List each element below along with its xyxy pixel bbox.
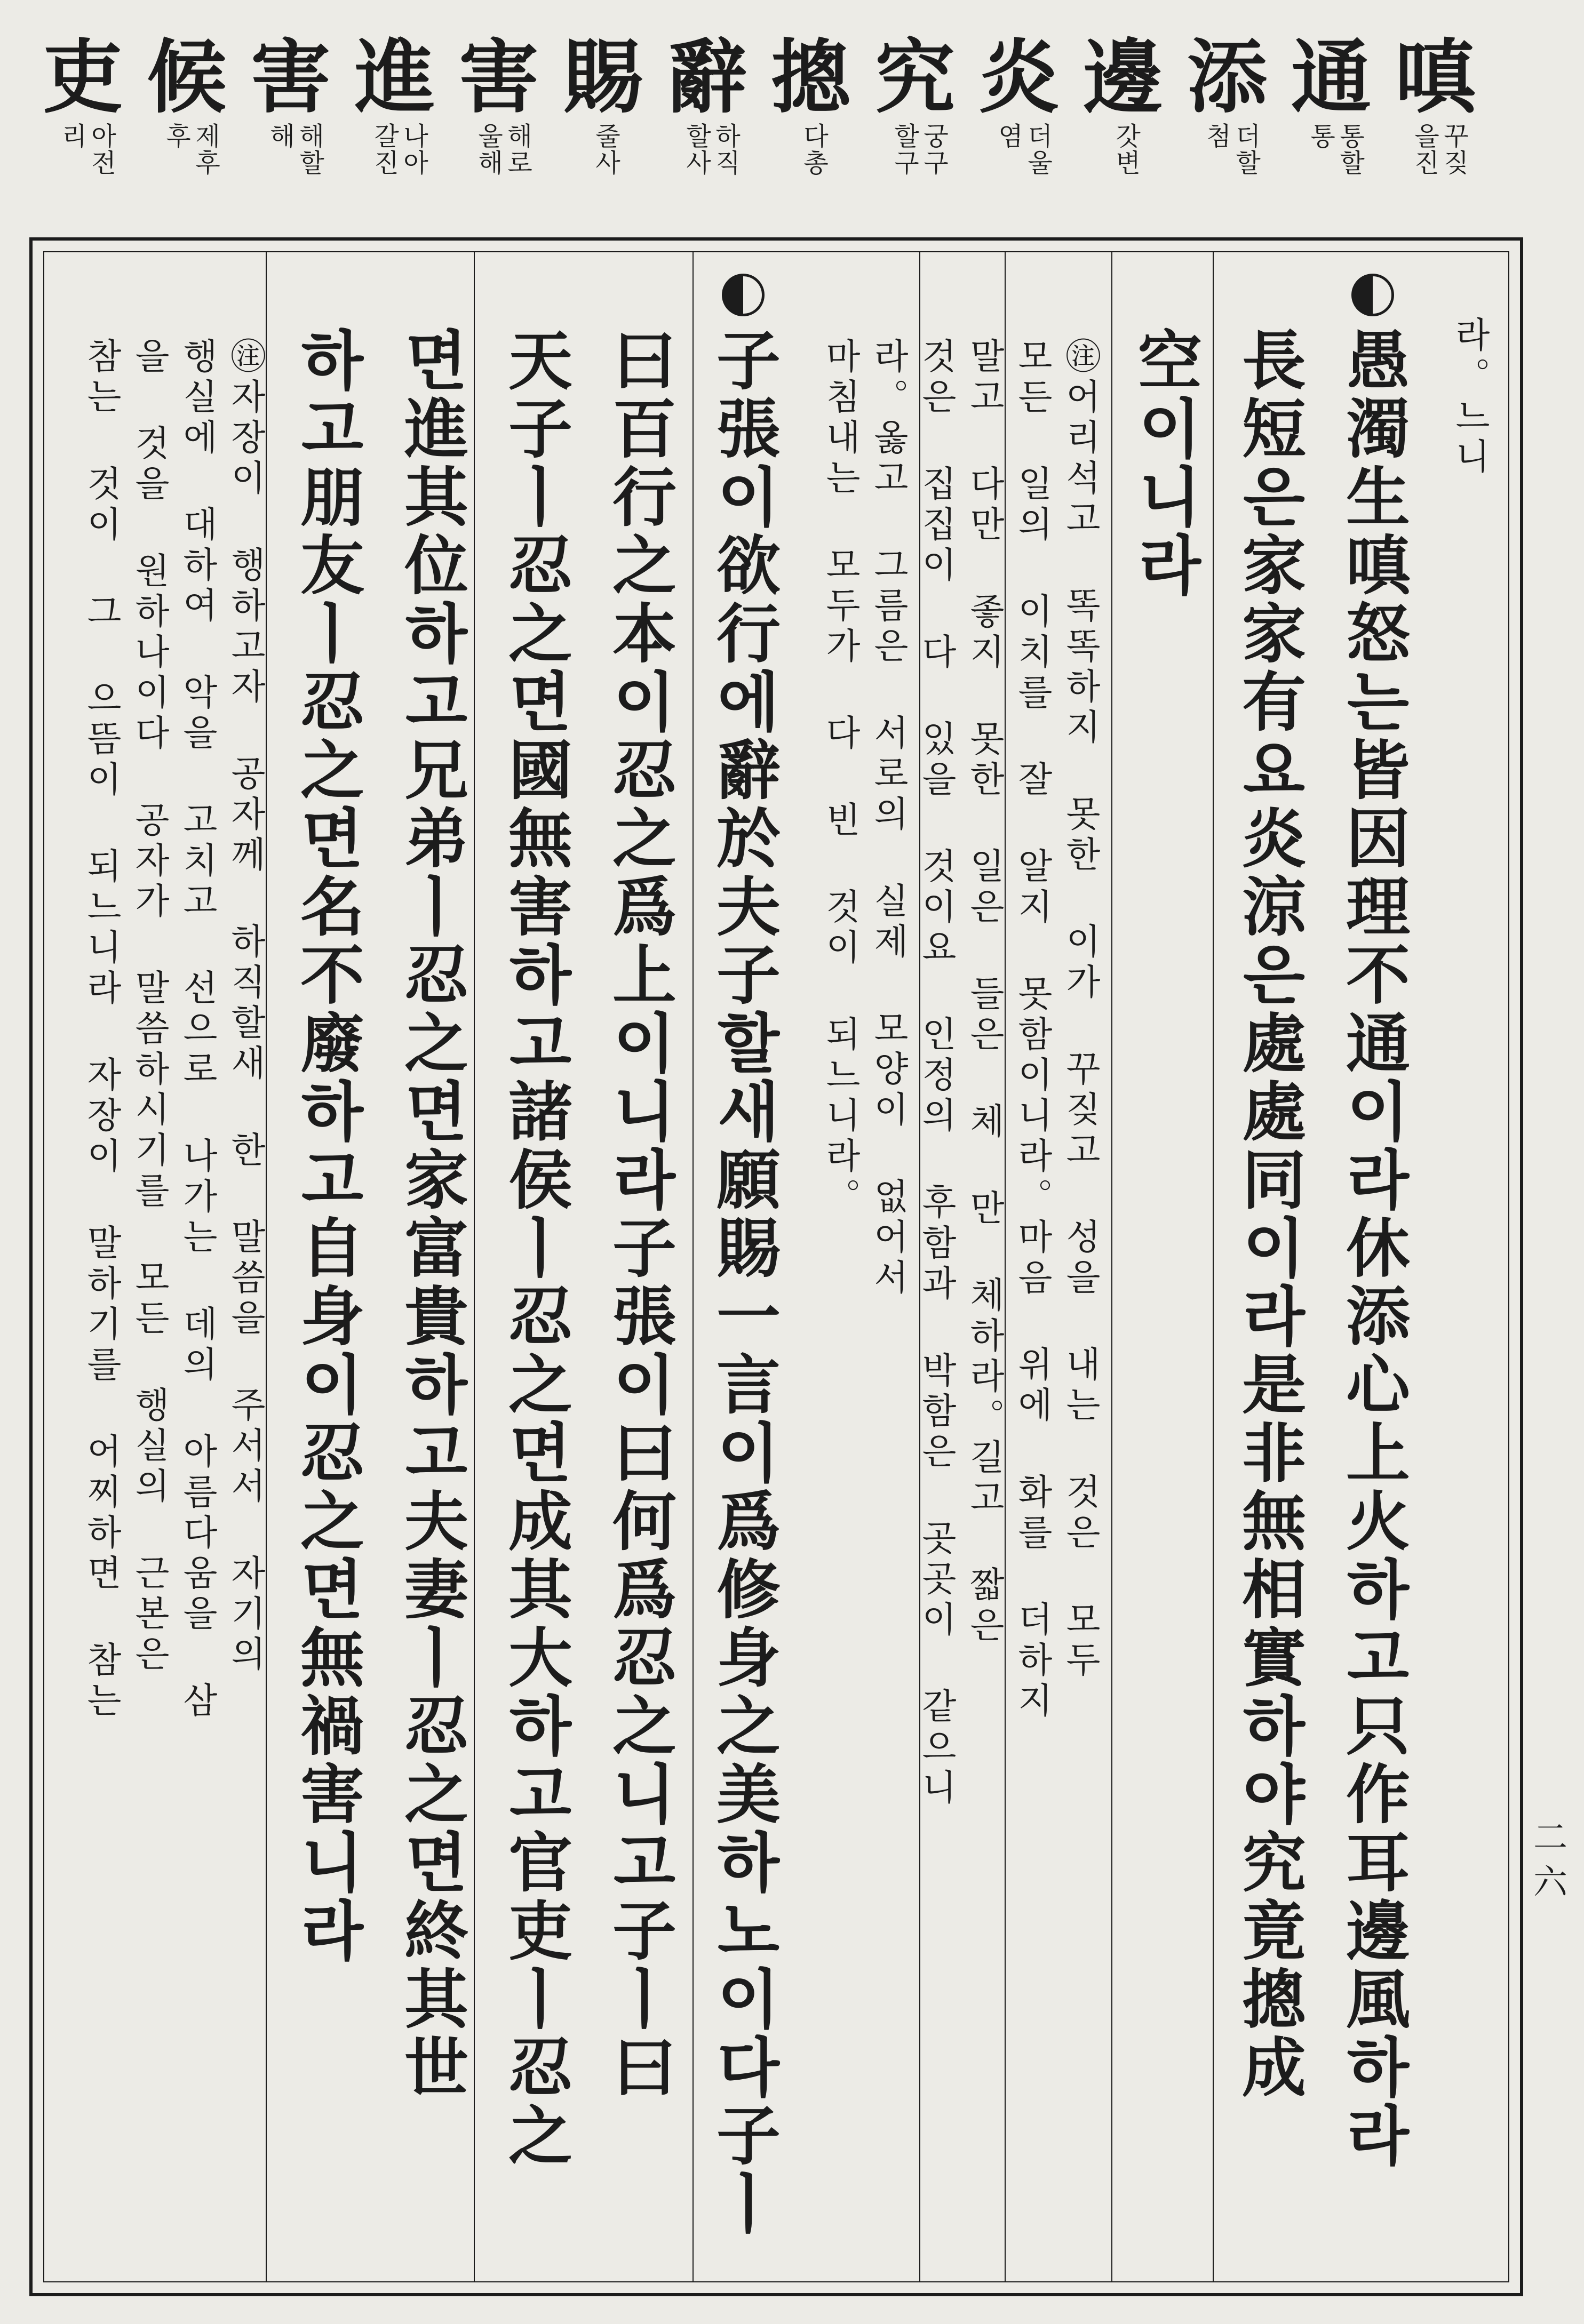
text-frame	[29, 237, 1523, 2296]
gloss-reading: 통할	[1335, 123, 1365, 176]
gloss-char: 害	[458, 30, 539, 124]
translation-line: ㊟어리석고 똑똑하지 못한 이가 꾸짖고 성을 내는 것은 모두	[1060, 338, 1101, 1682]
gloss-reading: 꾸짖	[1439, 123, 1469, 176]
gloss-reading: 제후	[190, 123, 220, 176]
gloss-reading: 염	[993, 123, 1023, 149]
gloss-reading: 해	[265, 123, 295, 149]
gloss-item	[966, 29, 1072, 221]
original-text: 子張이欲行에辭於夫子할새願賜一言이爲修身之美하노이다子ㅣ	[706, 327, 781, 2239]
gloss-char: 進	[354, 30, 435, 124]
gloss-reading: 후	[161, 123, 191, 149]
translation-line: 말고 다만 좋지 못한 일은 들은 체 만 체하라。길고 짧은	[964, 338, 1005, 1647]
original-text-line: 하고朋友ㅣ忍之면名不廢하고自身이忍之면無禍害니라	[290, 327, 365, 1966]
gloss-char: 吏	[42, 30, 123, 124]
original-text-line: 長短은家家有요炎涼은處處同이라是非無相實하야究竟摠成	[1231, 327, 1307, 2102]
gloss-reading: 갈진	[369, 123, 399, 176]
gloss-reading: 통	[1306, 123, 1335, 149]
gloss-item	[862, 29, 968, 221]
section-marker-icon	[722, 274, 765, 316]
gloss-char: 害	[250, 30, 331, 124]
gloss-reading: 하직	[711, 123, 741, 176]
gloss-item	[1278, 29, 1384, 221]
section-marker-icon	[1351, 274, 1394, 316]
gloss-reading: 다총	[799, 123, 829, 176]
gloss-char: 究	[874, 30, 955, 124]
gloss-char: 賜	[562, 30, 643, 124]
gloss-reading: 할사	[681, 123, 711, 176]
gloss-reading: 나아	[399, 123, 428, 176]
page-number: 二六	[1527, 1819, 1567, 1908]
gloss-reading: 리	[57, 123, 87, 149]
gloss-char: 邊	[1082, 30, 1163, 124]
gloss-item	[445, 29, 552, 221]
gloss-reading: 아전	[86, 123, 116, 176]
gloss-char: 炎	[978, 30, 1059, 124]
gloss-reading: 첨	[1201, 123, 1231, 149]
gloss-item	[654, 29, 760, 221]
gloss-item	[1382, 29, 1489, 221]
column-divider	[692, 252, 694, 2281]
translation-line: 것은 집집이 다 있을 것이요 인정의 후함과 박함은 곳곳이 같으니	[916, 338, 957, 1809]
gloss-item	[29, 29, 136, 221]
gloss-char: 通	[1291, 30, 1371, 124]
gloss-item	[550, 29, 656, 221]
original-text-line: 曰百行之本이忍之爲上이니라子張이曰何爲忍之니고子ㅣ曰	[602, 327, 677, 2102]
text-frame-inner	[43, 251, 1509, 2282]
gloss-reading: 궁구	[919, 123, 949, 176]
gloss-char: 辭	[666, 30, 747, 124]
gloss-item	[341, 29, 448, 221]
gloss-item	[237, 29, 344, 221]
translation-line: 마침내는 모두가 다 빈 것이 되느니라。	[819, 338, 861, 1218]
column-divider	[1213, 252, 1214, 2281]
gloss-item	[1174, 29, 1280, 221]
gloss-reading: 갓변	[1111, 123, 1141, 176]
gloss-item	[133, 29, 240, 221]
original-text-line	[1327, 274, 1418, 2170]
gloss-reading: 더울	[1023, 123, 1053, 176]
gloss-char: 候	[146, 30, 227, 124]
translation-line: 을 것을 원하나이다 공자가 말씀하시기를 모든 행실의 근본은	[129, 338, 170, 1676]
gloss-char: 嗔	[1395, 30, 1475, 124]
original-text-line	[698, 274, 789, 2239]
translation-line: ㊟자장이 행하고자 공자께 하직할새 한 말씀을 주서서 자기의	[225, 338, 266, 1676]
original-text: 愚濁生嗔怒는皆因理不通이라休添心上火하고只作耳邊風하라	[1335, 327, 1411, 2170]
translation-line: 행실에 대하여 악을 고치고 선으로 나가는 데의 아름다움을 삼	[177, 338, 218, 1722]
gloss-reading: 더할	[1231, 123, 1261, 176]
original-text-line: 天子ㅣ忍之면國無害하고諸侯ㅣ忍之면成其大하고官吏ㅣ忍之	[498, 327, 573, 2170]
gloss-reading: 해할	[294, 123, 324, 176]
gloss-reading: 울해	[473, 123, 503, 176]
translation-line: 참는 것이 그 으뜸이 되느니라 자장이 말하기를 어찌하면 참는	[81, 338, 122, 1722]
vocabulary-glossary	[37, 29, 1489, 221]
original-text-line: 空이니라	[1127, 327, 1203, 600]
gloss-reading: 줄사	[591, 123, 620, 176]
translation-line: 라。옳고 그름은 서로의 실제 모양이 없어서	[867, 338, 909, 1299]
column-divider	[1111, 252, 1112, 2281]
original-text-line: 면進其位하고兄弟ㅣ忍之면家富貴하고夫妻ㅣ忍之면終其世	[394, 327, 469, 2102]
gloss-item	[758, 29, 864, 221]
gloss-char: 摠	[770, 30, 851, 124]
gloss-reading: 을진	[1410, 123, 1439, 176]
translation-line: 라。느니	[1449, 316, 1490, 478]
gloss-reading: 할구	[889, 123, 919, 176]
translation-line: 모든 일의 이치를 잘 알지 못함이니라。마음 위에 화를 더하지	[1012, 338, 1053, 1722]
gloss-item	[1070, 29, 1176, 221]
gloss-reading: 해로	[503, 123, 532, 176]
gloss-char: 添	[1187, 30, 1267, 124]
